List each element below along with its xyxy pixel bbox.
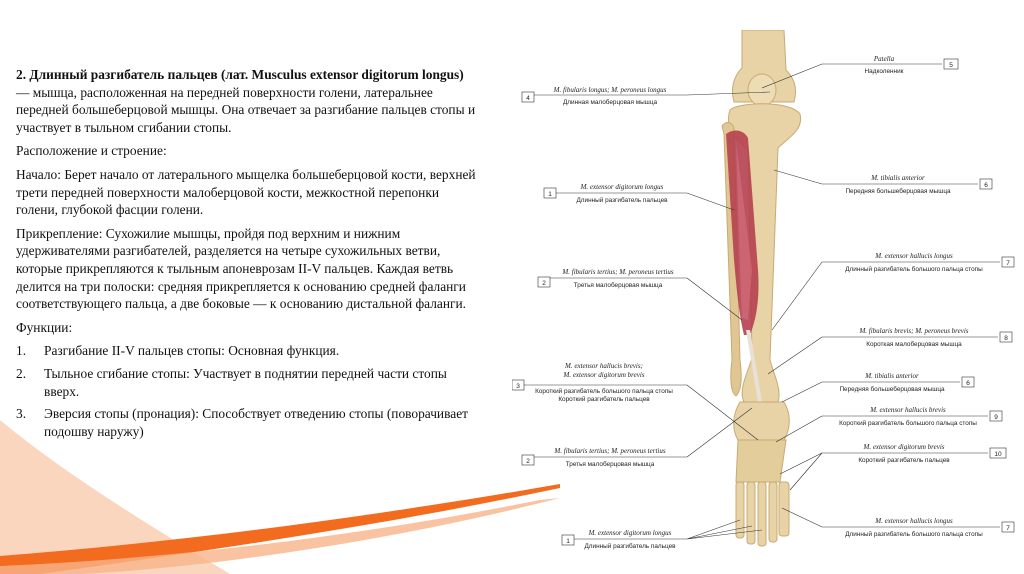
metatarsals	[736, 440, 786, 482]
slide-accent-bottom	[0, 484, 560, 574]
label-latin: M. tibialis anterior	[871, 174, 925, 182]
label-latin: M. fibularis tertius; M. peroneus tertius	[554, 447, 666, 455]
label-number: 7	[1006, 260, 1010, 267]
function-number: 3.	[16, 406, 27, 422]
label-russian: Длинный разгибатель пальцев	[576, 197, 668, 204]
label-russian: Третья малоберцовая мышца	[573, 282, 663, 289]
toe	[758, 482, 766, 546]
label-russian: Передняя большеберцовая мышца	[839, 386, 945, 393]
label-russian: Передняя большеберцовая мышца	[845, 188, 951, 195]
figure-label	[512, 362, 687, 403]
label-latin: M. fibularis longus; M. peroneus longus	[553, 86, 667, 94]
function-number: 1.	[16, 343, 27, 359]
toe	[747, 482, 755, 544]
function-number: 2.	[16, 365, 27, 381]
left-labels	[512, 86, 687, 550]
figure-label	[822, 327, 1012, 348]
figure-label	[822, 252, 1014, 273]
label-russian: Длинный разгибатель пальцев	[584, 543, 676, 550]
label-russian: Длинный разгибатель большого пальца стопы	[845, 531, 983, 538]
label-number: 8	[1004, 335, 1008, 342]
location-heading: Расположение и строение:	[16, 143, 167, 159]
label-latin: M. extensor digitorum longus	[580, 183, 664, 191]
figure-label	[822, 517, 1014, 538]
label-number: 6	[966, 380, 970, 387]
toe	[736, 482, 744, 538]
label-latin: M. fibularis tertius; M. peroneus tertius	[562, 268, 674, 276]
function-item	[16, 365, 478, 400]
label-number: 7	[1006, 525, 1010, 532]
intro-description: — мышца, расположенная на передней поверхности голени, латеральнее передней большеберцовой мышцы. Она отвечает за разгибание пальцев стопы и участвует в тыльном сгибании стопы.	[16, 84, 476, 135]
label-number: 4	[526, 95, 530, 102]
figure-label	[822, 406, 1002, 427]
label-number: 10	[994, 451, 1002, 458]
figure-label	[822, 372, 974, 393]
description-text	[16, 66, 478, 445]
foot-bones	[734, 402, 790, 546]
figure-label	[522, 447, 687, 468]
label-number: 1	[548, 191, 552, 198]
right-labels	[822, 55, 1014, 538]
label-russian: Длинный разгибатель большого пальца стопы	[845, 266, 983, 273]
figure-label	[822, 443, 1006, 464]
function-text: Эверсия стопы (пронация): Способствует отведению стопы (поворачивает подошву наружу)	[44, 406, 468, 439]
label-russian-2: Короткий разгибатель пальцев	[558, 396, 650, 403]
figure-label	[544, 183, 687, 204]
figure-label	[822, 174, 992, 195]
figure-label	[822, 55, 958, 75]
function-text: Тыльное сгибание стопы: Участвует в поднятии передней части стопы вверх.	[44, 365, 447, 399]
patella	[748, 74, 776, 106]
label-latin: M. extensor digitorum longus	[588, 529, 672, 537]
label-latin-2: M. extensor digitorum brevis	[563, 371, 645, 379]
label-latin: Patella	[873, 55, 895, 63]
label-number: 2	[526, 458, 530, 465]
tarsal-bones	[734, 402, 790, 440]
label-number: 6	[984, 182, 988, 189]
function-text: Разгибание II-V пальцев стопы: Основная функция.	[44, 343, 340, 359]
function-item	[16, 342, 478, 360]
figure-label	[538, 268, 687, 289]
intro-paragraph	[16, 66, 478, 136]
label-latin: M. extensor digitorum brevis	[863, 443, 945, 451]
label-number: 9	[994, 414, 998, 421]
label-latin: M. extensor hallucis brevis;	[565, 362, 643, 370]
label-number: 5	[949, 62, 953, 69]
label-russian: Третья малоберцовая мышца	[565, 461, 655, 468]
label-russian: Короткий разгибатель большого пальца стопы	[839, 420, 977, 427]
function-item	[16, 405, 478, 440]
label-latin: M. extensor hallucis brevis	[870, 406, 946, 414]
label-russian: Длинная малоберцовая мышца	[562, 99, 658, 106]
functions-list	[16, 342, 478, 440]
label-latin: M. extensor hallucis longus	[875, 517, 953, 525]
toes	[736, 482, 789, 546]
label-number: 3	[516, 383, 520, 390]
label-russian: Короткий разгибатель большого пальца стопы	[535, 388, 673, 395]
origin-paragraph: Начало: Берет начало от латерального мыщелка большеберцовой кости, верхней трети передней поверхности малоберцовой кости, межкостной перепонки голени, глубокой фасции голени.	[16, 166, 476, 218]
label-latin: M. tibialis anterior	[865, 372, 919, 380]
anatomy-illustration	[512, 30, 1022, 560]
label-russian: Короткая малоберцовая мышца	[866, 341, 962, 348]
label-latin: M. fibularis brevis; M. peroneus brevis	[859, 327, 969, 335]
label-latin: M. extensor hallucis longus	[875, 252, 953, 260]
label-russian: Надколенник	[864, 68, 904, 75]
toe	[769, 482, 777, 542]
figure-label	[522, 86, 687, 106]
label-number: 2	[542, 280, 546, 287]
label-russian: Короткий разгибатель пальцев	[858, 457, 950, 464]
insertion-paragraph: Прикрепление: Сухожилие мышцы, пройдя под верхним и нижним удерживателями разгибателей, разделяется на четыре сухожильных ветви, которые прикрепляются к тыльным апоневрозам II-V пальцев. Каждая ветвь делится на три полоски: средняя прикрепляется к основанию средней фаланги соответствующего пальца, а две боковые — к основанию дистальной фаланги.	[16, 225, 467, 312]
functions-heading: Функции:	[16, 319, 73, 335]
figure-label	[562, 529, 687, 550]
label-number: 1	[566, 538, 570, 545]
muscle-title: 2. Длинный разгибатель пальцев (лат. Musculus extensor digitorum longus)	[16, 67, 464, 82]
